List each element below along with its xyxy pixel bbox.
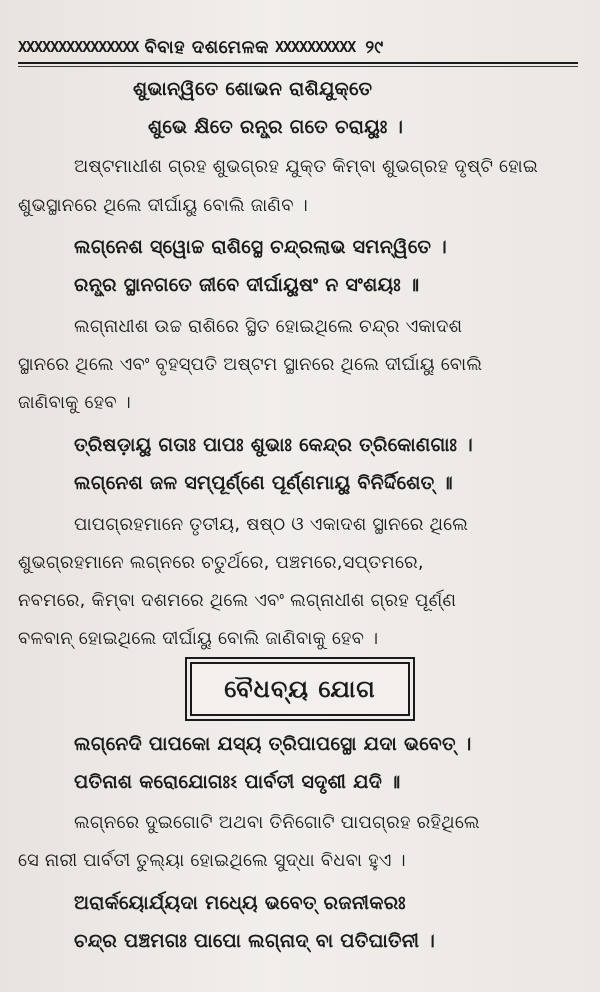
prose-line: ଲଗ୍ନାଧୀଶ ଉଚ୍ଚ ରାଶିରେ ସ୍ଥିତ ହୋଇଥିଲେ ଚନ୍ଦ୍ର ଏକାଦଶ: [74, 316, 463, 337]
prose-line: ଲଗ୍ନରେ ଦୁଇଗୋଟି ଅଥବା ତିନିଗୋଟି ପାପଗ୍ରହ ରହିଥିଲେ: [74, 812, 480, 833]
verse-line: ଲଗ୍ନେଶ ସ୍ୱୋଚ୍ଚ ରାଶିସ୍ଥେ ଚନ୍ଦ୍ରଲାଭ ସମନ୍ୱିତେ ।: [74, 236, 447, 258]
header-rule: [18, 62, 578, 64]
verse-line: ଲଗ୍ନେଶ ଜଳ ସମ୍ପୂର୍ଣ୍ଣେ ପୂର୍ଣ୍ଣମାୟୁ ବିନିର୍ଦ୍ଦିଶେତ୍ ॥: [74, 472, 453, 494]
running-header: [18, 32, 578, 62]
verse-line: ଶୁଭେ କ୍ଷିତେ ରନ୍ଧ୍ର ଗତେ ଚରାୟୁଃ ।: [148, 116, 404, 138]
prose-line: ଶୁଭଗ୍ରହମାନେ ଲଗ୍ନରେ ଚତୁର୍ଥରେ, ପଞ୍ଚମରେ,ସପ୍ତମରେ,: [18, 552, 424, 573]
prose-line: ସେ ନାରୀ ପାର୍ବତୀ ତୁଲ୍ୟା ହୋଇଥିଲେ ସୁଦ୍ଧା ବିଧବା ହୁଏ ।: [18, 850, 406, 871]
verse-line: ରନ୍ଧ୍ର ସ୍ଥାନଗତେ ଜୀବେ ଦୀର୍ଘାୟୁଷଂ ନ ସଂଶୟଃ ॥: [74, 274, 420, 296]
section-heading: ବୈଧବ୍ୟ ଯୋଗ: [190, 662, 410, 716]
prose-line: ବଳବାନ୍ ହୋଇଥିଲେ ଦୀର୍ଘାୟୁ ବୋଲି ଜାଣିବାକୁ ହେବ ।: [18, 628, 379, 649]
prose-line: ଜାଣିବାକୁ ହେବ ।: [18, 392, 131, 413]
page-number: ୨୯: [365, 36, 384, 58]
prose-line: ଅଷ୍ଟମାଧୀଶ ଗ୍ରହ ଶୁଭଗ୍ରହ ଯୁକ୍ତ କିମ୍ବା ଶୁଭଗ୍ରହ ଦୃଷ୍ଟି ହୋଇ: [74, 156, 539, 177]
prose-line: ସ୍ଥାନରେ ଥିଲେ ଏବଂ ବୃହସ୍ପତି ଅଷ୍ଟମ ସ୍ଥାନରେ ଥିଲେ ଦୀର୍ଘାୟୁ ବୋଲି: [18, 354, 483, 375]
verse-line: ତ୍ରିଷଡ଼ାୟୁ ଗତାଃ ପାପଃ ଶୁଭାଃ କେନ୍ଦ୍ର ତ୍ରିକୋଣଗାଃ ।: [74, 434, 473, 456]
verse-line: ଶୁଭାନ୍ୱିତେ ଶୋଭନ ରାଶିଯୁକ୍ତେ: [133, 78, 373, 100]
verse-line: ଅରାର୍କୟୋର୍ଯ୍ୟଦା ମଧ୍ୟେ ଭବେତ୍ ରଜନୀକରଃ: [74, 892, 406, 914]
header-title: ବିବାହ ଦଶମେଳକ: [144, 36, 269, 58]
header-ornament-right: XXXXXXXXXX: [274, 37, 356, 56]
verse-line: ଲଗ୍ନେଦି ପାପକୋ ଯସ୍ୟ ତ୍ରିପାପସ୍ଥୋ ଯଦା ଭବେତ୍ ।: [74, 733, 472, 755]
verse-line: ଚନ୍ଦ୍ର ପଞ୍ଚମଗଃ ପାପୋ ଲଗ୍ନାଦ୍ ବା ପତିଘାତିନୀ ।: [74, 930, 436, 952]
prose-line: ପାପଗ୍ରହମାନେ ତୃତୀୟ, ଷଷ୍ଠ ଓ ଏକାଦଶ ସ୍ଥାନରେ ଥିଲେ: [74, 514, 469, 535]
verse-line: ପତିନାଶ କରୋଯୋଗଃଽ ପାର୍ବତୀ ସଦୃଶୀ ଯଦି ॥: [74, 771, 401, 793]
header-ornament-left: XXXXXXXXXXXXXXX: [18, 37, 139, 56]
prose-line: ନବମରେ, କିମ୍ବା ଦଶମରେ ଥିଲେ ଏବଂ ଲଗ୍ନାଧୀଶ ଗ୍ରହ ପୂର୍ଣ୍ଣ: [18, 590, 457, 611]
prose-line: ଶୁଭସ୍ଥାନରେ ଥିଲେ ଦୀର୍ଘାୟୁ ବୋଲି ଜାଣିବ ।: [18, 195, 308, 216]
header-rule-thin: [18, 66, 578, 67]
